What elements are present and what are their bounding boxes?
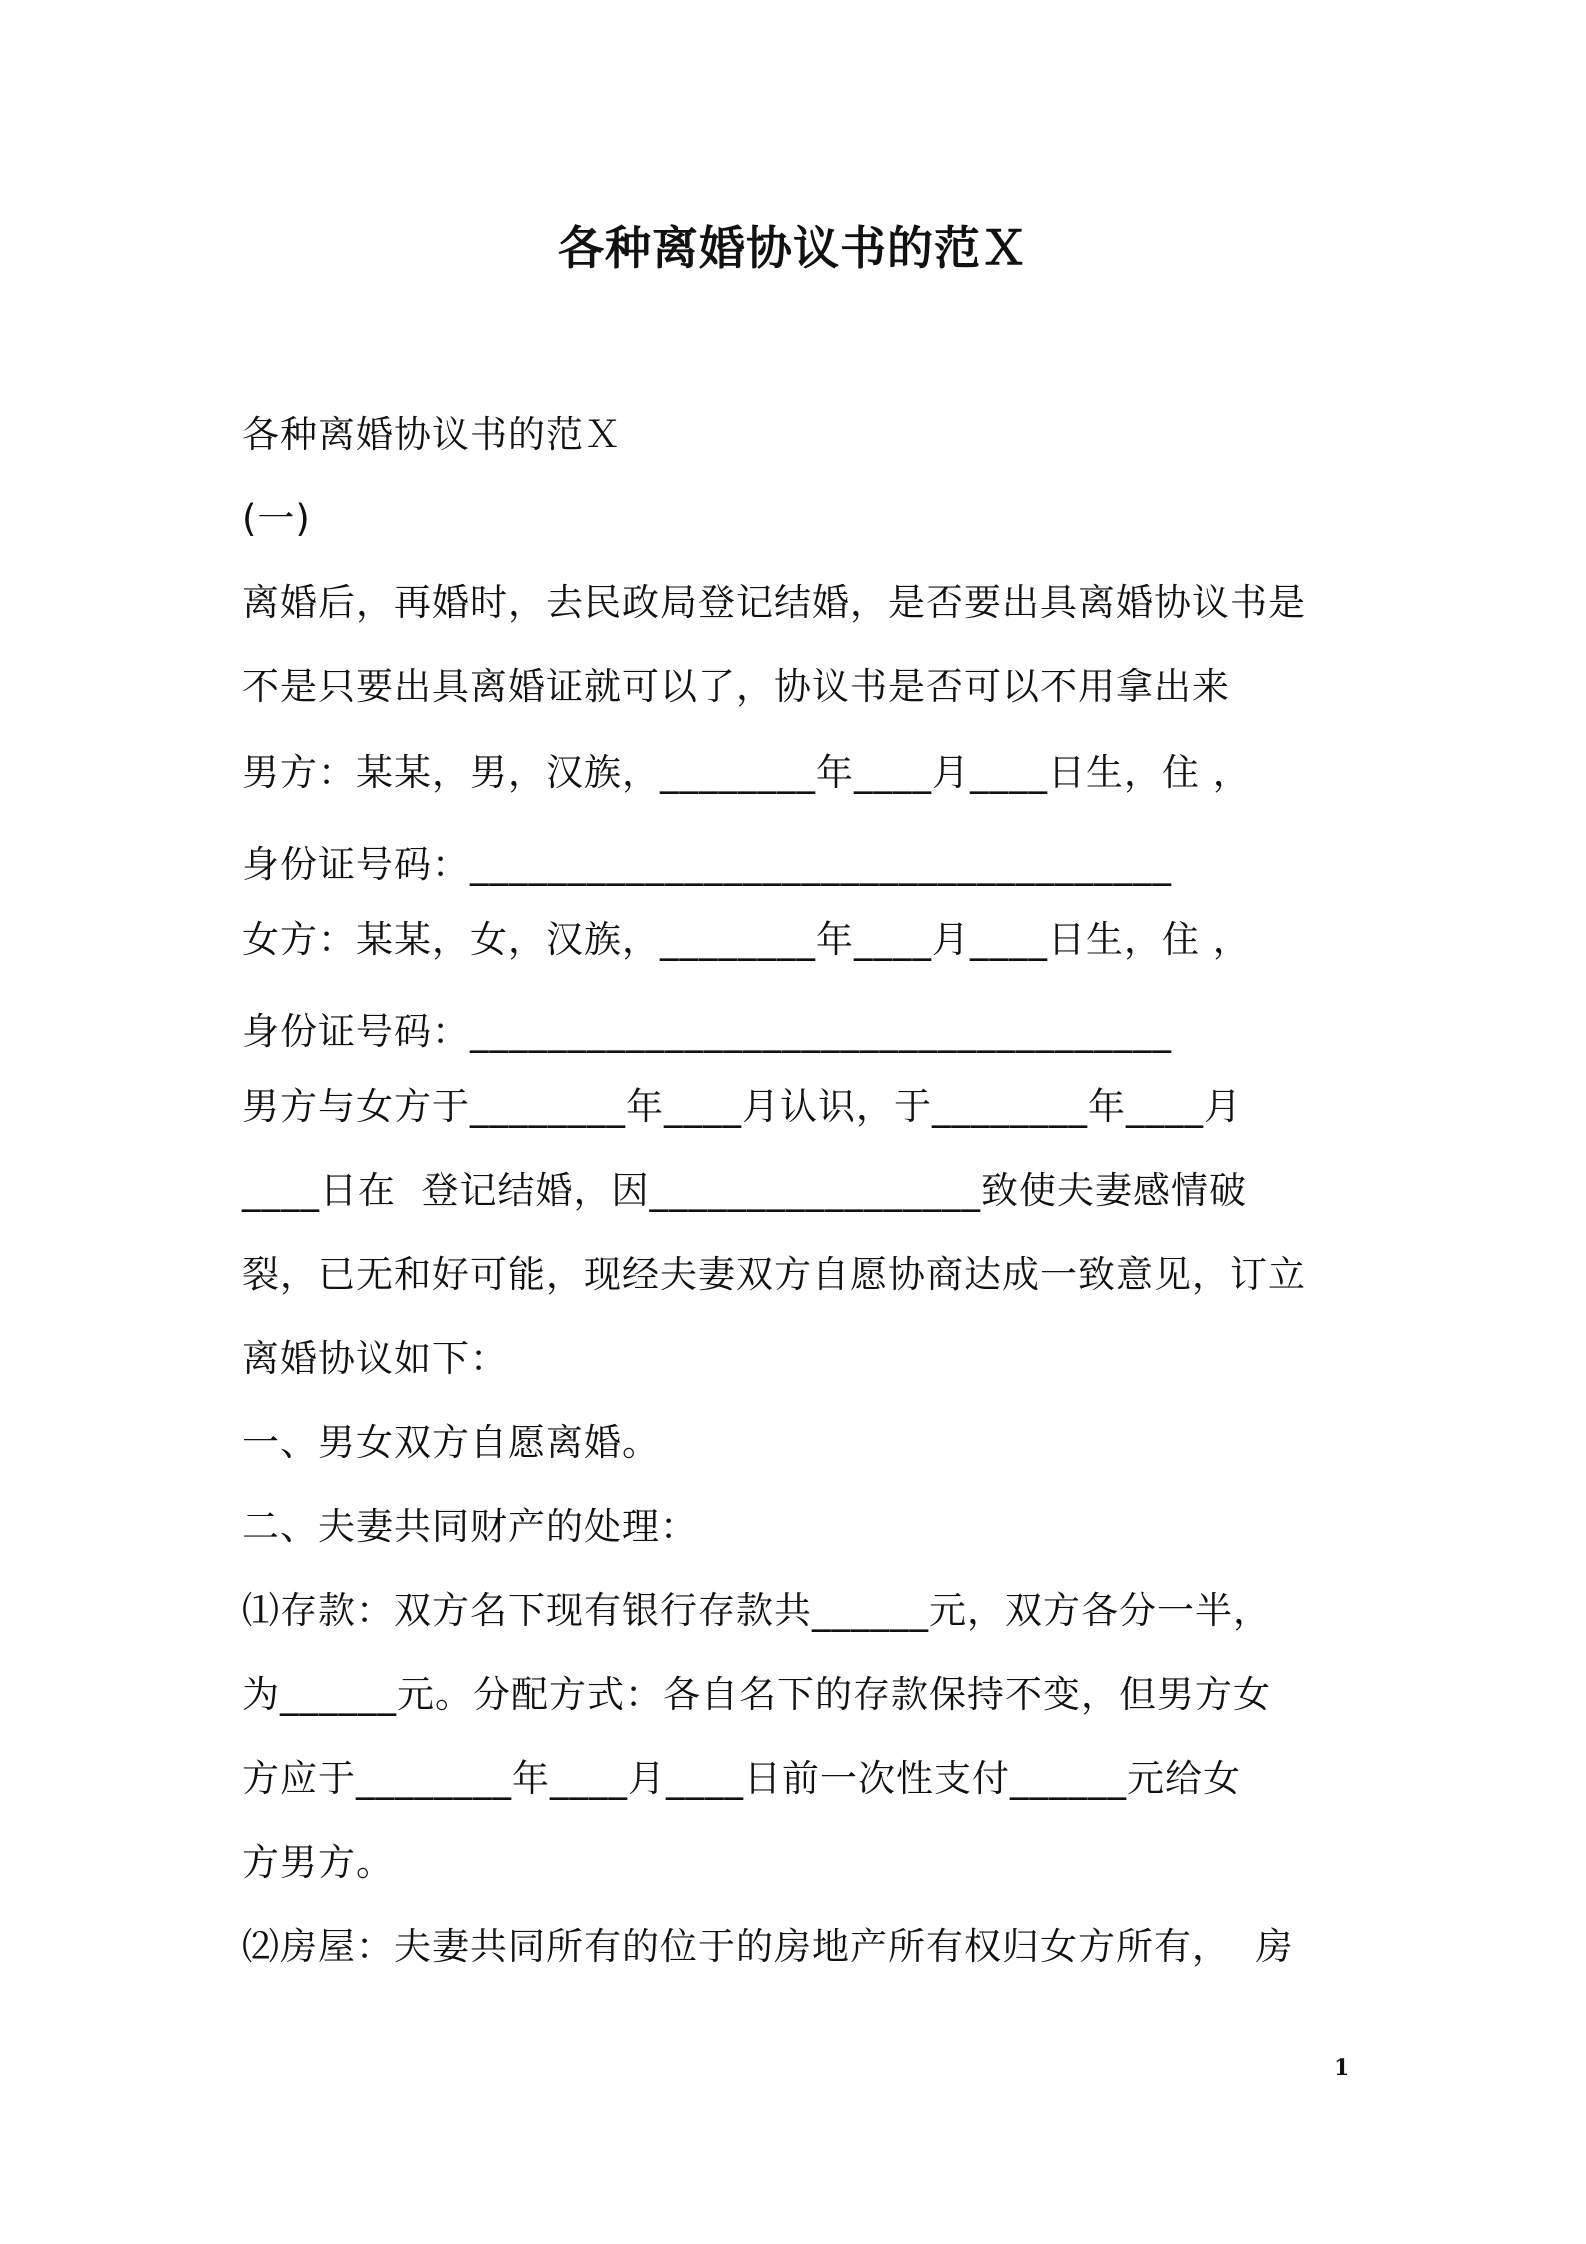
document-line: 女方：某某，女，汉族，________年____月____日生，住 ，: [242, 918, 1251, 961]
document-line: (一): [242, 497, 311, 540]
document-line: 离婚协议如下：: [242, 1337, 508, 1380]
document-line: 男方：某某，男，汉族，________年____月____日生，住 ，: [242, 751, 1251, 794]
document-line: 一、男女双方自愿离婚。: [242, 1421, 660, 1464]
document-line: ⑵房屋：夫妻共同所有的位于的房地产所有权归女方所有， 房: [242, 1925, 1294, 1968]
document-line: 方男方。: [242, 1841, 394, 1884]
document-line: 离婚后，再婚时，去民政局登记结婚，是否要出具离婚协议书是: [242, 581, 1306, 624]
document-line: 裂，已无和好可能，现经夫妻双方自愿协商达成一致意见，订立: [242, 1253, 1306, 1296]
document-line: 各种离婚协议书的范Ｘ: [242, 413, 622, 456]
document-line: 方应于________年____月____日前一次性支付______元给女: [242, 1757, 1241, 1800]
page-number: 1: [1334, 2055, 1350, 2081]
document-line: 为______元。分配方式：各自名下的存款保持不变，但男方女: [242, 1673, 1271, 1716]
document-line: ____日在 登记结婚，因_________________致使夫妻感情破: [242, 1169, 1248, 1212]
document-line: 身份证号码：____________________________________: [242, 843, 1172, 886]
document-line: 不是只要出具离婚证就可以了，协议书是否可以不用拿出来: [242, 665, 1230, 708]
document-line: 二、夫妻共同财产的处理：: [242, 1505, 698, 1548]
document-title: 各种离婚协议书的范Ｘ: [558, 221, 1028, 275]
document-line: 男方与女方于________年____月认识，于________年____月: [242, 1085, 1242, 1128]
document-line: 身份证号码：____________________________________: [242, 1010, 1172, 1053]
document-line: ⑴存款：双方名下现有银行存款共______元，双方各分一半，: [242, 1589, 1271, 1632]
